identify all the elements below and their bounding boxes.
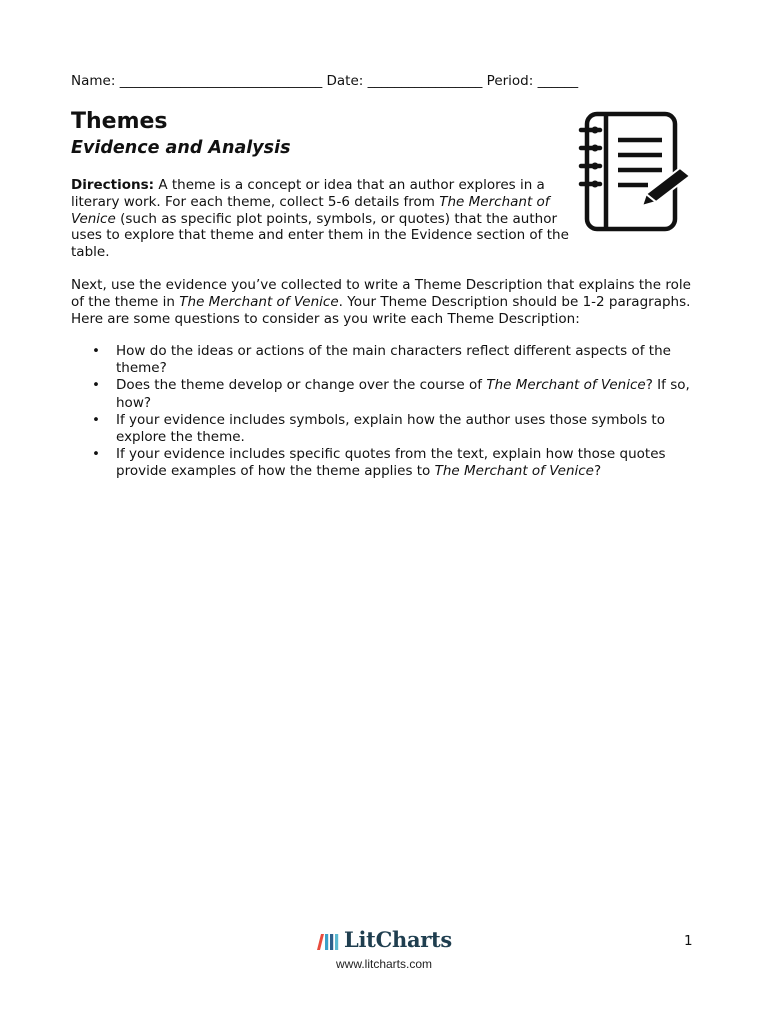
bullet-text-2: ? If so, how? [116,377,690,411]
bullet-text-1: Does the theme develop or change over the course of [116,377,487,394]
name-label: Name: [71,73,116,89]
bullet-symbol: • [92,343,100,359]
name-blank: ______________________________ [119,73,323,89]
litcharts-bars-icon [316,929,340,951]
date-label: Date: [326,73,364,89]
list-item [71,446,691,480]
logo-bar-2 [325,934,328,950]
page-number: 1 [684,933,693,949]
date-blank: _________________ [367,73,483,89]
logo-bar-1 [317,934,324,950]
directions-text-1: A theme is a concept or idea that an author explores in a literary work. For each theme, collect 5-6 details from [71,177,545,210]
notebook-pencil-icon [578,110,696,234]
bullet-work-title: The Merchant of Venice [486,377,646,394]
period-label: Period: [486,73,534,89]
bullet-text-1: How do the ideas or actions of the main characters reflect different aspects of the theme? [116,343,671,377]
logo-bar-3 [330,934,333,950]
paragraph2-text-1: Next, use the evidence you’ve collected to write a Theme Description that explains the role of the theme in [71,277,691,310]
list-item [71,343,691,377]
bullet-symbol: • [92,446,100,463]
litcharts-logo [316,928,452,952]
list-item [71,412,691,446]
page-subtitle: Evidence and Analysis [71,138,291,158]
directions-work-title: The Merchant of Venice [71,193,550,227]
footer-logo [0,928,768,971]
bullet-symbol: • [92,411,100,428]
student-info-line [71,72,671,90]
logo-text: LitCharts [344,927,452,952]
footer-url[interactable]: www.litcharts.com [335,957,433,971]
directions-lead: Directions: [71,177,155,193]
paragraph2-text-2: . Your Theme Description should be 1-2 paragraphs. Here are some questions to consider as you write each Theme Description: [71,293,691,327]
question-list [71,343,691,481]
directions-paragraph [71,177,571,261]
bullet-text-1: If your evidence includes symbols, explain how the author uses those symbols to explore the theme. [116,411,665,446]
directions-text-2: (such as specific plot points, symbols, or quotes) that the author uses to explore that theme and enter them in the Evidence section of the table. [71,210,569,261]
period-blank: ______ [537,73,579,89]
theme-description-paragraph [71,277,691,327]
bullet-symbol: • [92,377,100,394]
paragraph2-work-title: The Merchant of Venice [179,293,339,310]
list-item [71,377,691,411]
logo-bar-4 [335,934,338,950]
bullet-text-2: ? [594,463,602,480]
bullet-text-1: If your evidence includes specific quotes from the text, explain how those quotes provide examples of how the theme applies to [116,446,666,480]
page-title: Themes [71,109,168,134]
bullet-work-title: The Merchant of Venice [434,463,594,480]
